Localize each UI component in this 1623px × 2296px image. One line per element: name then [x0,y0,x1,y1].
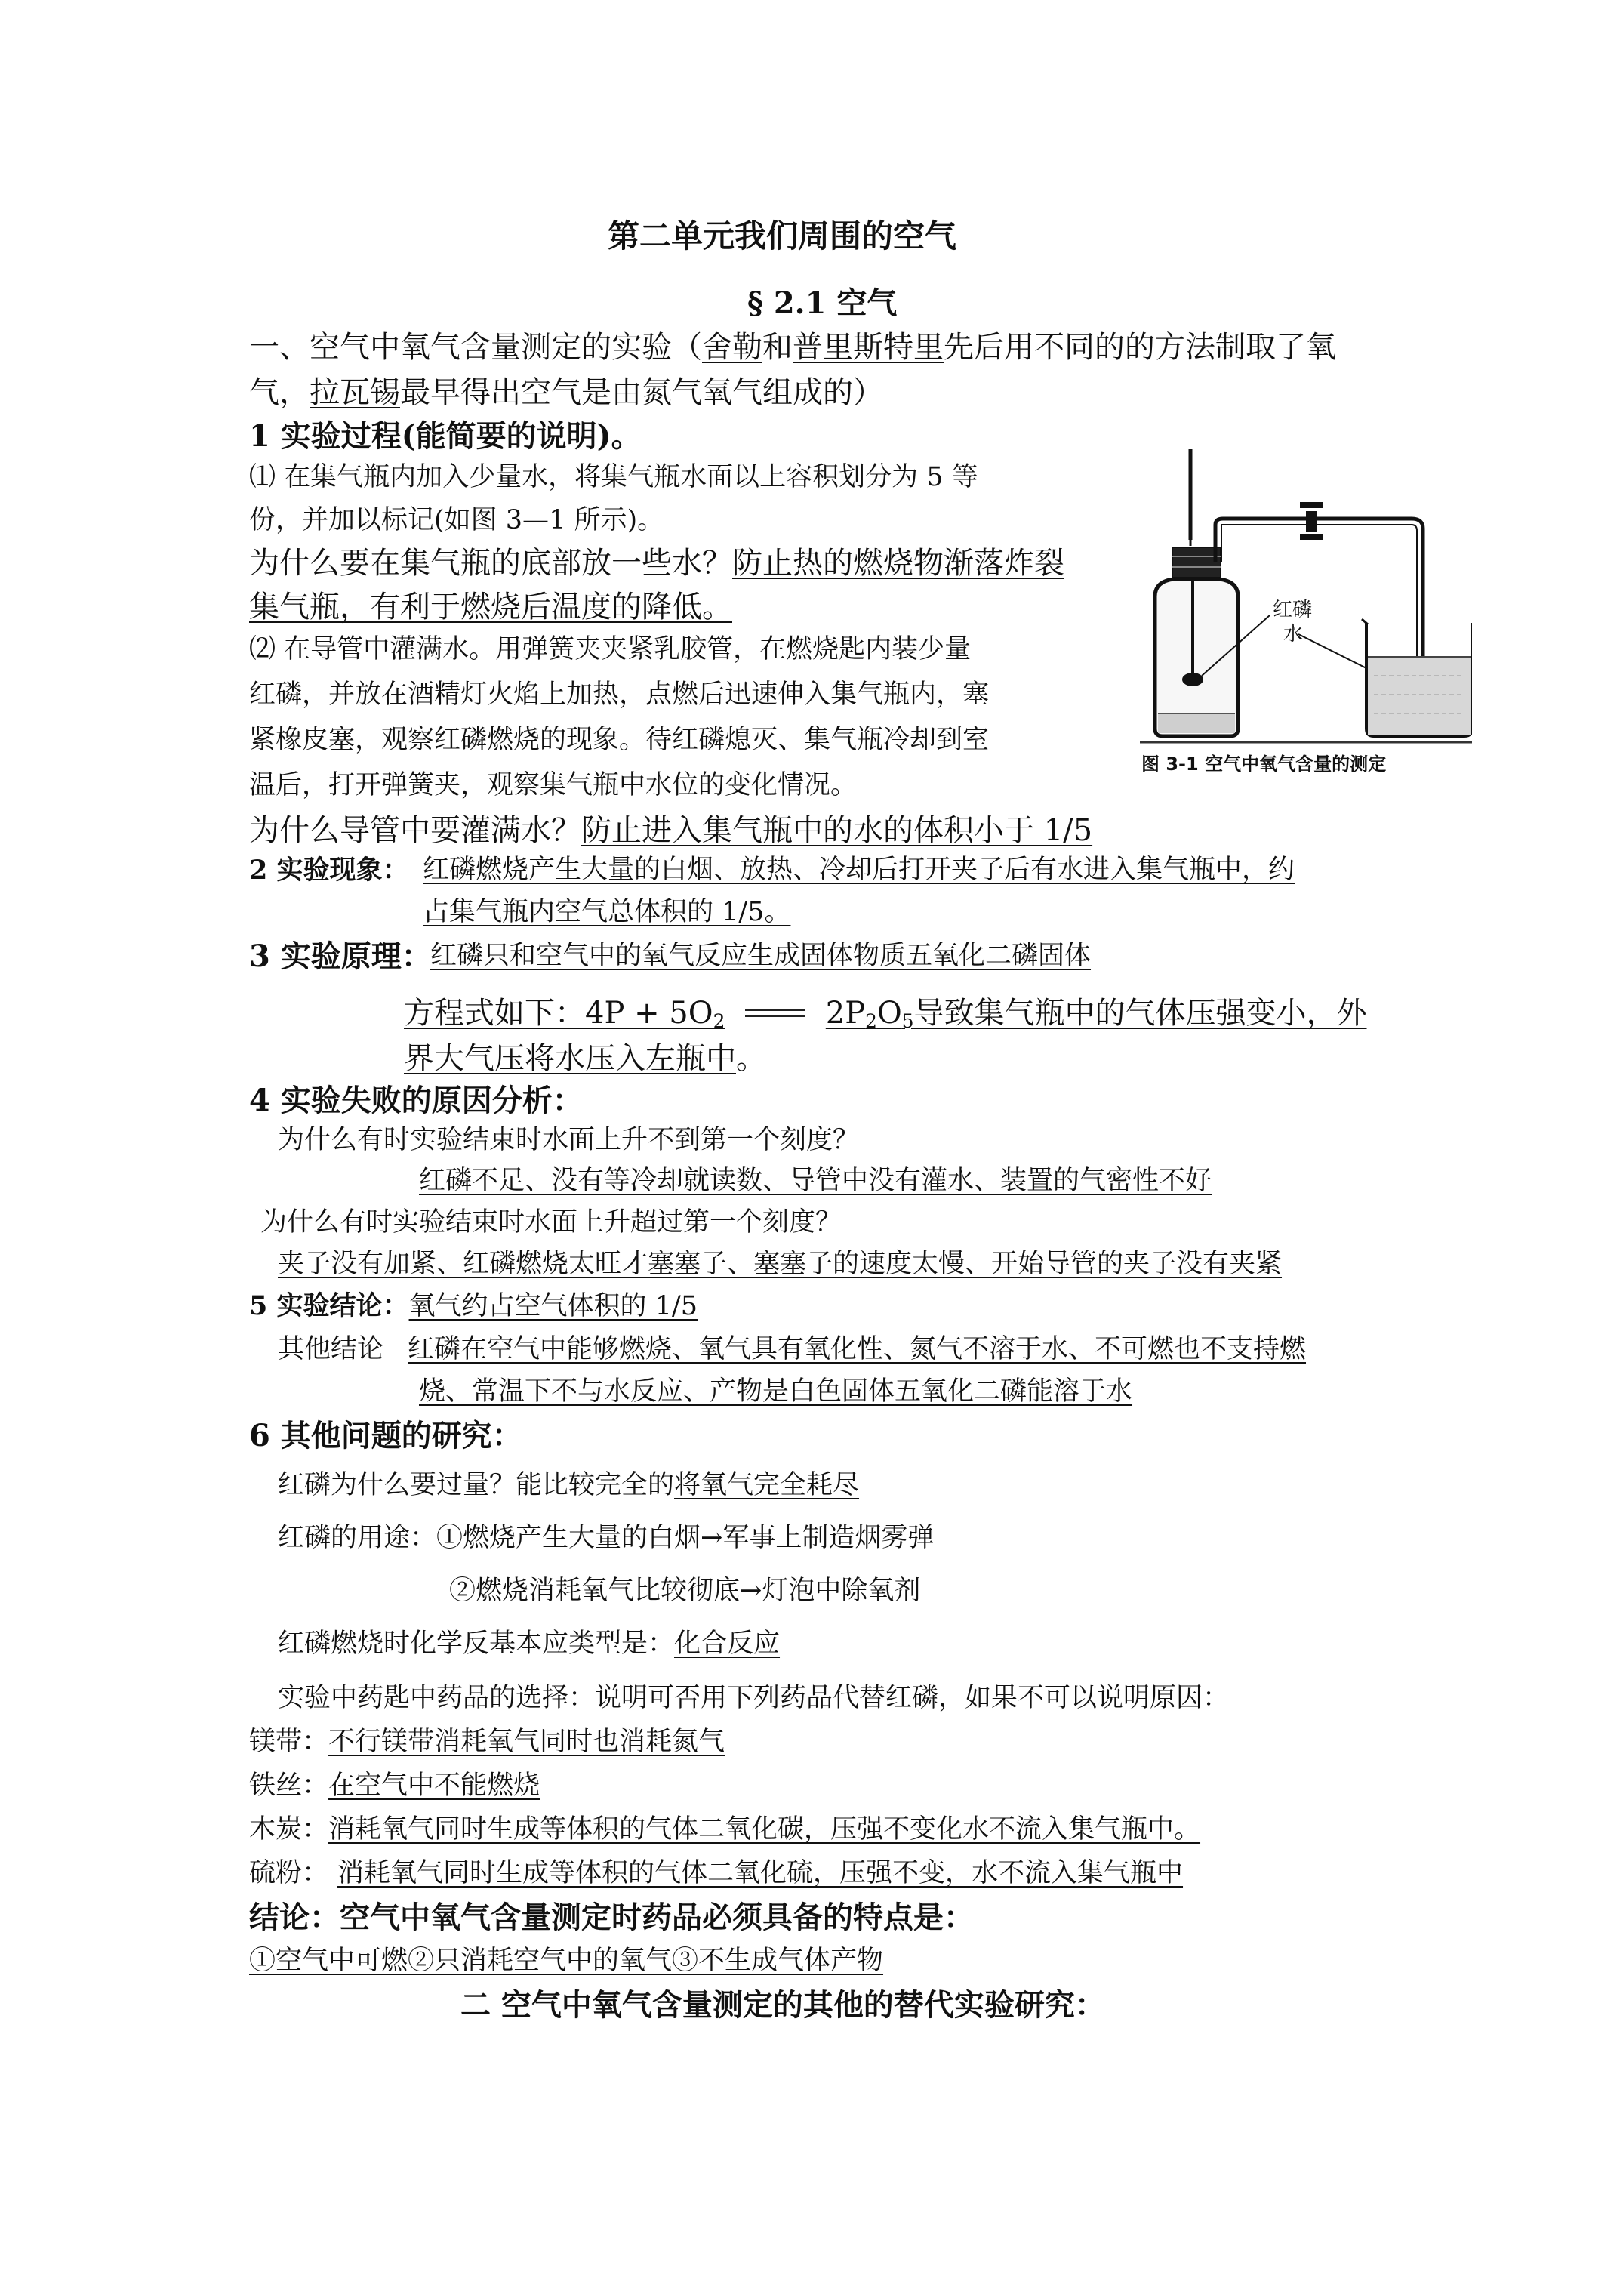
s6-s-label: 硫粉： [249,1858,329,1888]
s6-reaction-a: 化合反应 [674,1629,781,1659]
s6-use-1: ①燃烧产生大量的白烟→军事上制造烟雾弹 [436,1523,935,1553]
s2-label: 2 实验现象： [249,855,409,886]
s3-eq-product: $2P_2O_5$导致集气瓶中的气体压强变小，外 [825,996,1367,1033]
apparatus-figure [1140,449,1472,785]
s5-other-line1 [408,1336,1306,1363]
s1-q1-line [249,546,1064,581]
s1-step2-line3: 紧橡皮塞，观察红磷燃烧的现象。待红磷熄灭、集气瓶冷却到室 [249,725,990,755]
priestley-name: 普里斯特里 [793,330,944,365]
s3-eq-sub-o2: 2 [713,1010,725,1033]
s5-other-label: 其他结论 [278,1334,384,1364]
s1-a1-part2: 集气瓶，有利于燃烧后温度的降低。 [249,590,732,624]
s6-final-heading: 结论：空气中氧气含量测定时药品必须具备的特点是： [249,1900,974,1935]
s6-choice-intro: 实验中药匙中药品的选择：说明可否用下列药品代替红磷，如果不可以说明原因： [278,1683,1230,1713]
s2-observation-1: 红磷燃烧产生大量的白烟、放热、冷却后打开夹子后有水进入集气瓶中，约 [423,855,1295,885]
label-water: 水 [1283,623,1304,646]
s5-line [249,1290,698,1321]
s6-mg-label: 镁带： [249,1727,329,1757]
s3-label: 3 实验原理： [249,938,432,974]
s4-q1: 为什么有时实验结束时水面上升不到第一个刻度？ [278,1125,860,1155]
s6-fe-answer: 在空气中不能燃烧 [328,1771,540,1801]
s5-other-2: 烧、常温下不与水反应、产物是白色固体五氧化二磷能溶于水 [419,1376,1133,1407]
s6-mg-answer: 不行镁带消耗氧气同时也消耗氮气 [328,1727,725,1757]
s3-atmosphere: 界大气压将水压入左瓶中 [404,1041,736,1076]
s2-line1 [423,857,1295,883]
s1-step2-line4: 温后，打开弹簧夹，观察集气瓶中水位的变化情况。 [249,770,858,800]
s6-c-line [249,1814,1201,1845]
s4-a1: 红磷不足、没有等冷却就读数、导管中没有灌水、装置的气密性不好 [419,1166,1212,1196]
s2-line2 [423,899,790,926]
s6-fe-label: 铁丝： [249,1771,329,1801]
s3-line1 [430,943,1091,969]
figure-caption: 图 3-1 空气中氧气含量的测定 [1141,754,1387,775]
s6-heading: 6 其他问题的研究： [249,1418,522,1453]
part2-heading: 二 空气中氧气含量测定的其他的替代实验研究： [460,1987,1105,2023]
part1-heading-a: 一、空气中氧气含量测定的实验（ [249,330,702,365]
s6-uses-line [278,1525,934,1552]
s1-q2-line [249,815,1092,846]
s6-c-label: 木炭： [249,1814,329,1845]
s1-q1: 为什么要在集气瓶的底部放一些水？ [249,546,732,581]
s4-label: 4 实验失败的原因分析： [249,1083,583,1118]
part1-heading-line2 [249,375,883,410]
s6-fe-line [249,1773,540,1799]
s3-eq-arrow [745,1009,805,1017]
scheele-name: 舍勒 [702,330,762,365]
s6-excess-q: 红磷为什么要过量？能比较完全的 [278,1470,675,1500]
s6-use-2: ②燃烧消耗氧气比较彻底→灯泡中除氧剂 [449,1576,921,1606]
s3-eq-sub-o5: 5 [901,1010,914,1033]
lavoisier-name: 拉瓦锡 [310,375,400,410]
s1-step1-line1: ⑴ 在集气瓶内加入少量水，将集气瓶水面以上容积划分为 5 等 [249,462,978,492]
s1-a2: 防止进入集气瓶中的水的体积小于 1/5 [581,813,1093,848]
s6-c-answer: 消耗氧气同时生成等体积的气体二氧化碳，压强不变化水不流入集气瓶中。 [328,1814,1201,1845]
s6-excess-line [278,1472,859,1499]
s5-label: 5 实验结论： [249,1290,409,1321]
s6-mg-line [249,1729,725,1755]
s6-final-answer: ①空气中可燃②只消耗空气中的氧气③不生成气体产物 [249,1946,884,1976]
s1-heading: 1 实验过程(能简要的说明)。 [249,418,642,454]
s3-period: 。 [736,1041,766,1076]
page-title: 第二单元我们周围的空气 [608,217,957,254]
s3-principle: 红磷只和空气中的氧气反应生成固体物质五氧化二磷固体 [430,941,1092,971]
part1-heading-c: 气， [249,375,310,410]
s4-a1-line [419,1168,1212,1194]
part1-heading-d: 最早得出空气是由氮气氧气组成的） [400,375,883,410]
s1-a1-line2 [249,592,732,622]
s3-line3 [404,1043,766,1074]
section-heading: § 2.1 空气 [747,285,898,321]
s6-excess-a: 将氧气完全耗尽 [674,1470,860,1500]
s6-reaction-q: 红磷燃烧时化学反基本应类型是： [278,1629,675,1659]
s3-eq-sub-p: 2 [865,1010,877,1033]
s1-step2-line1: ⑵ 在导管中灌满水。用弹簧夹夹紧乳胶管，在燃烧匙内装少量 [249,634,972,664]
part1-heading-line1 [249,330,1336,365]
s1-step2-line2: 红磷，并放在酒精灯火焰上加热，点燃后迅速伸入集气瓶内，塞 [249,680,990,710]
s5-conclusion: 氧气约占空气体积的 1/5 [408,1291,698,1321]
s2-observation-2: 占集气瓶内空气总体积的 1/5。 [423,897,791,927]
s3-equation-line [404,998,1367,1031]
s6-reaction-line [278,1631,780,1657]
s6-s-line [249,1860,1183,1887]
s6-s-answer: 消耗氧气同时生成等体积的气体二氧化硫，压强不变，水不流入集气瓶中 [337,1858,1184,1888]
s1-q2: 为什么导管中要灌满水？ [249,813,581,848]
s5-other-1: 红磷在空气中能够燃烧、氧气具有氧化性、氮气不溶于水、不可燃也不支持燃 [408,1334,1307,1364]
part1-and: 和 [762,330,793,365]
s4-a2-line [278,1251,1282,1277]
s4-a2: 夹子没有加紧、红磷燃烧太旺才塞塞子、塞塞子的速度太慢、开始导管的夹子没有夹紧 [278,1249,1283,1279]
part1-heading-b: 先后用不同的的方法制取了氧 [944,330,1336,365]
label-red-phosphorus: 红磷 [1273,599,1313,621]
s4-q2: 为什么有时实验结束时水面上升超过第一个刻度？ [260,1207,842,1237]
s6-final-answer-line [249,1948,883,1974]
s1-a1-part1: 防止热的燃烧物渐落炸裂 [732,546,1064,581]
s1-step1-line2: 份，并加以标记(如图 3—1 所示)。 [249,505,664,535]
s3-eq-prefix: 方程式如下：$4P + 5O_2$ [404,996,725,1033]
s5-other-line2 [419,1376,1133,1407]
s6-uses-label: 红磷的用途： [278,1523,437,1553]
